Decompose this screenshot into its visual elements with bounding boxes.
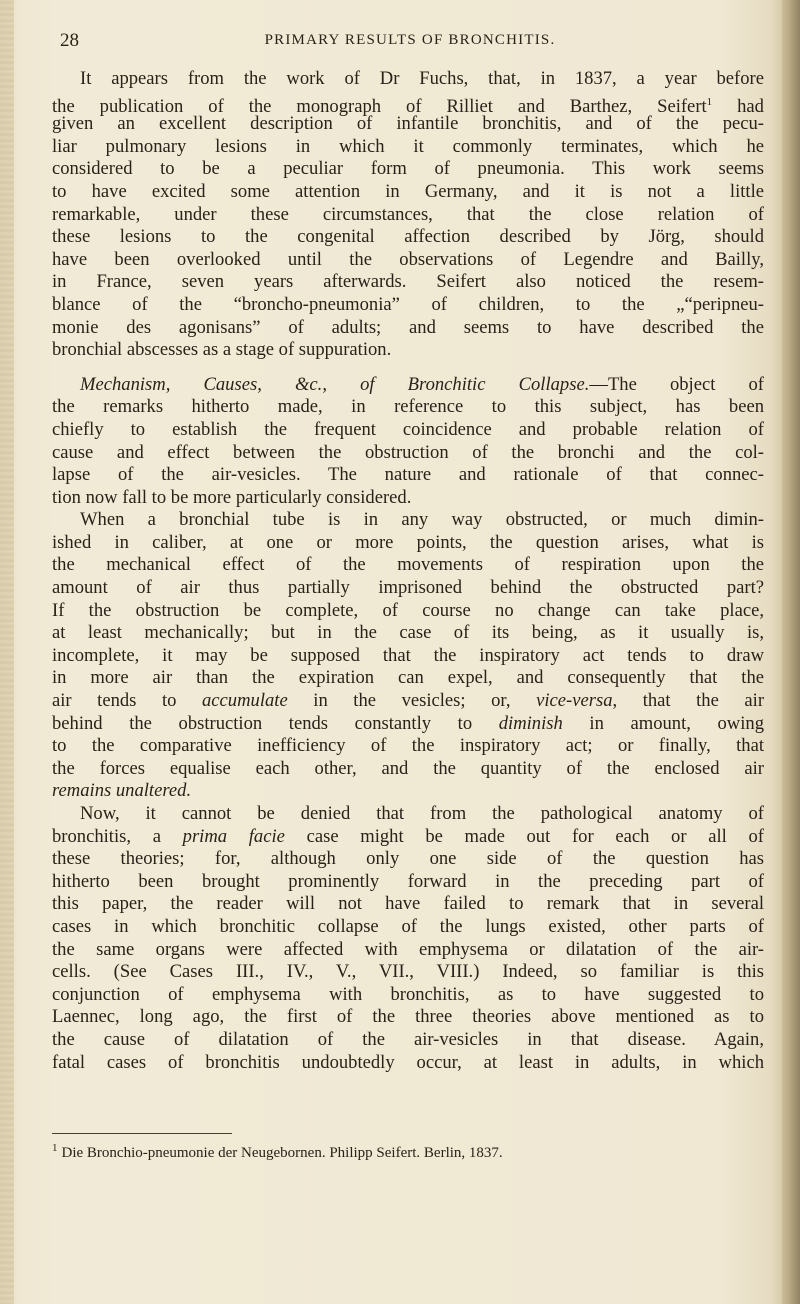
text-line: the cause of dilatation of the air-vesicles in that disease. Again, <box>52 1028 764 1050</box>
text-line: liar pulmonary lesions in which it commonly terminates, which he <box>52 135 764 157</box>
page-header <box>60 30 760 54</box>
text-line: It appears from the work of Dr Fuchs, that, in 1837, a year before <box>80 68 764 89</box>
text-line: behind the obstruction tends constantly to diminish in amount, owing <box>52 712 764 734</box>
text-line: bronchial abscesses as a stage of suppuration. <box>52 339 392 361</box>
page-gutter <box>0 0 14 1304</box>
text-line: have been overlooked until the observations of Legendre and Bailly, <box>52 248 764 270</box>
text-line: ished in caliber, at one or more points, the question arises, what is <box>52 531 764 553</box>
page-number: 28 <box>60 30 79 51</box>
body-text <box>52 68 764 1074</box>
text-line: these lesions to the congenital affection described by Jörg, should <box>52 226 764 248</box>
text-line: the mechanical effect of the movements of respiration upon the <box>52 554 764 576</box>
footnote-ref: 1 <box>706 95 713 108</box>
text-line: incomplete, it may be supposed that the inspiratory act tends to draw <box>52 644 764 666</box>
text-line: the same organs were affected with emphysema or dilatation of the air- <box>52 938 764 960</box>
text-line: in more air than the expiration can expel, and consequently that the <box>52 667 764 689</box>
text-line: cases in which bronchitic collapse of the lungs existed, other parts of <box>52 915 764 937</box>
text-line: these theories; for, although only one side of the question has <box>52 848 764 870</box>
text-line: blance of the “broncho-pneumonia” of children, to the „“peripneu- <box>52 293 764 315</box>
text-line: Laennec, long ago, the first of the three theories above mentioned as to <box>52 1006 764 1028</box>
section-title: Mechanism, Causes, &c., of Bronchitic Collapse. <box>80 373 590 395</box>
running-head: PRIMARY RESULTS OF BRONCHITIS. <box>264 32 556 48</box>
text-line: the forces equalise each other, and the quantity of the enclosed air <box>52 757 764 779</box>
text-line: monie des agonisans” of adults; and seems to have described the <box>52 316 764 338</box>
text-line: considered to be a peculiar form of pneumonia. This work seems <box>52 158 764 180</box>
text-line: to the comparative inefficiency of the inspiratory act; or finally, that <box>52 735 764 757</box>
footnote <box>52 1138 764 1161</box>
text-line: given an excellent description of infantile bronchitis, and of the pecu- <box>52 113 764 135</box>
text-line: remarkable, under these circumstances, that the close relation of <box>52 203 764 225</box>
text-line: the publication of the monograph of Rilliet and Barthez, Seifert$^1$ had <box>52 95 764 117</box>
footnote-mark: 1 <box>52 1142 58 1154</box>
text-line: When a bronchial tube is in any way obstructed, or much dimin- <box>80 509 764 531</box>
text-line: this paper, the reader will not have failed to remark that in several <box>52 893 764 915</box>
footnote-rule <box>52 1133 232 1134</box>
text-line: hitherto been brought prominently forward in the preceding part of <box>52 870 764 892</box>
text-line: cause and effect between the obstruction of the bronchi and the col- <box>52 441 764 463</box>
text-line: air tends to accumulate in the vesicles; or, vice-versa, that the air <box>52 690 765 712</box>
text-line: conjunction of emphysema with bronchitis, as to have suggested to <box>52 983 764 1005</box>
text-line: fatal cases of bronchitis undoubtedly occur, at least in adults, in which <box>52 1051 764 1073</box>
text-line: If the obstruction be complete, of course no change can take place, <box>52 599 764 621</box>
text-line: bronchitis, a prima facie case might be made out for each or all of <box>52 825 764 847</box>
text-line: remains unaltered. <box>52 780 192 802</box>
text-line: chiefly to establish the frequent coincidence and probable relation of <box>52 418 764 440</box>
text-line: in France, seven years afterwards. Seifert also noticed the resem- <box>52 271 764 293</box>
text-line: Mechanism, Causes, &c., of Bronchitic Collapse.—The object of <box>80 373 764 395</box>
text-line: amount of air thus partially imprisoned behind the obstructed part? <box>52 577 764 599</box>
page-edge <box>782 0 800 1304</box>
text-line: to have excited some attention in Germany, and it is not a little <box>52 180 764 202</box>
text-line: lapse of the air-vesicles. The nature and rationale of that connec- <box>52 464 764 486</box>
text-line: tion now fall to be more particularly considered. <box>52 486 412 508</box>
text-line: at least mechanically; but in the case of its being, as it usually is, <box>52 622 764 644</box>
text-line: the remarks hitherto made, in reference to this subject, has been <box>52 396 764 418</box>
footnote-text: Die Bronchio-pneumonie der Neugebornen. Philipp Seifert. Berlin, 1837. <box>61 1145 503 1161</box>
text-line: cells. (See Cases III., IV., V., VII., VIII.) Indeed, so familiar is this <box>52 961 764 983</box>
text-line: Now, it cannot be denied that from the pathological anatomy of <box>80 803 764 824</box>
